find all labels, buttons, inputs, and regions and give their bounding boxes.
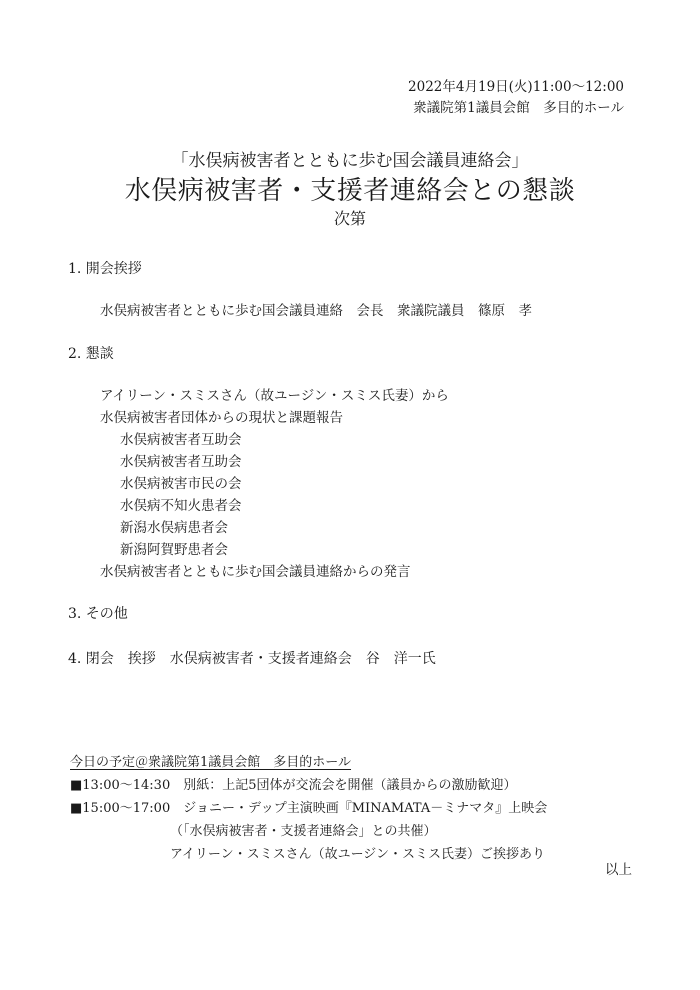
- section-1-heading: 1. 開会挨拶: [68, 261, 142, 277]
- group-item: 新潟水俣病患者会: [120, 520, 228, 536]
- organization-title: 「水俣病被害者とともに歩む国会議員連絡会」: [171, 151, 529, 171]
- closing-mark: 以上: [605, 862, 632, 878]
- group-item: 水俣病被害市民の会: [120, 476, 242, 492]
- group-item: 水俣病被害者互助会: [120, 432, 242, 448]
- meeting-venue: 衆議院第1議員会館 多目的ホール: [413, 100, 624, 116]
- section-2-line-2: 水俣病被害者団体からの現状と課題報告: [100, 410, 343, 426]
- document-subtitle: 次第: [333, 209, 366, 228]
- section-2-line-3: 水俣病被害者とともに歩む国会議員連絡からの発言: [100, 564, 411, 580]
- meeting-datetime: 2022年4月19日(火)11:00～12:00: [408, 79, 624, 95]
- group-item: 水俣病被害者互助会: [120, 454, 242, 470]
- schedule-item-1: ■13:00～14:30 別紙：上記5団体が交流会を開催（議員からの激励歓迎）: [70, 778, 517, 793]
- section-2-line-1: アイリーン・スミスさん（故ユージン・スミス氏妻）から: [100, 388, 449, 404]
- section-1-speaker: 水俣病被害者とともに歩む国会議員連絡 会長 衆議院議員 篠原 孝: [100, 303, 532, 319]
- section-3-heading: 3. その他: [68, 606, 128, 622]
- group-item: 新潟阿賀野患者会: [120, 542, 228, 558]
- schedule-title: 今日の予定＠衆議院第1議員会館 多目的ホール: [70, 755, 352, 770]
- section-2-heading: 2. 懇談: [68, 346, 114, 362]
- group-item: 水俣病不知火患者会: [120, 498, 242, 514]
- schedule-item-2-note-2: アイリーン・スミスさん（故ユージン・スミス氏妻）ご挨拶あり: [170, 847, 545, 862]
- section-4-heading: 4. 閉会 挨拶 水俣病被害者・支援者連絡会 谷 洋一氏: [68, 651, 436, 667]
- schedule-item-2-note-1: （「水俣病被害者・支援者連絡会」との共催）: [170, 824, 437, 839]
- document-title: 水俣病被害者・支援者連絡会との懇談: [124, 176, 576, 206]
- schedule-item-2: ■15:00～17:00 ジョニー・デップ主演映画『MINAMATA－ミナマタ』上映会: [70, 801, 548, 816]
